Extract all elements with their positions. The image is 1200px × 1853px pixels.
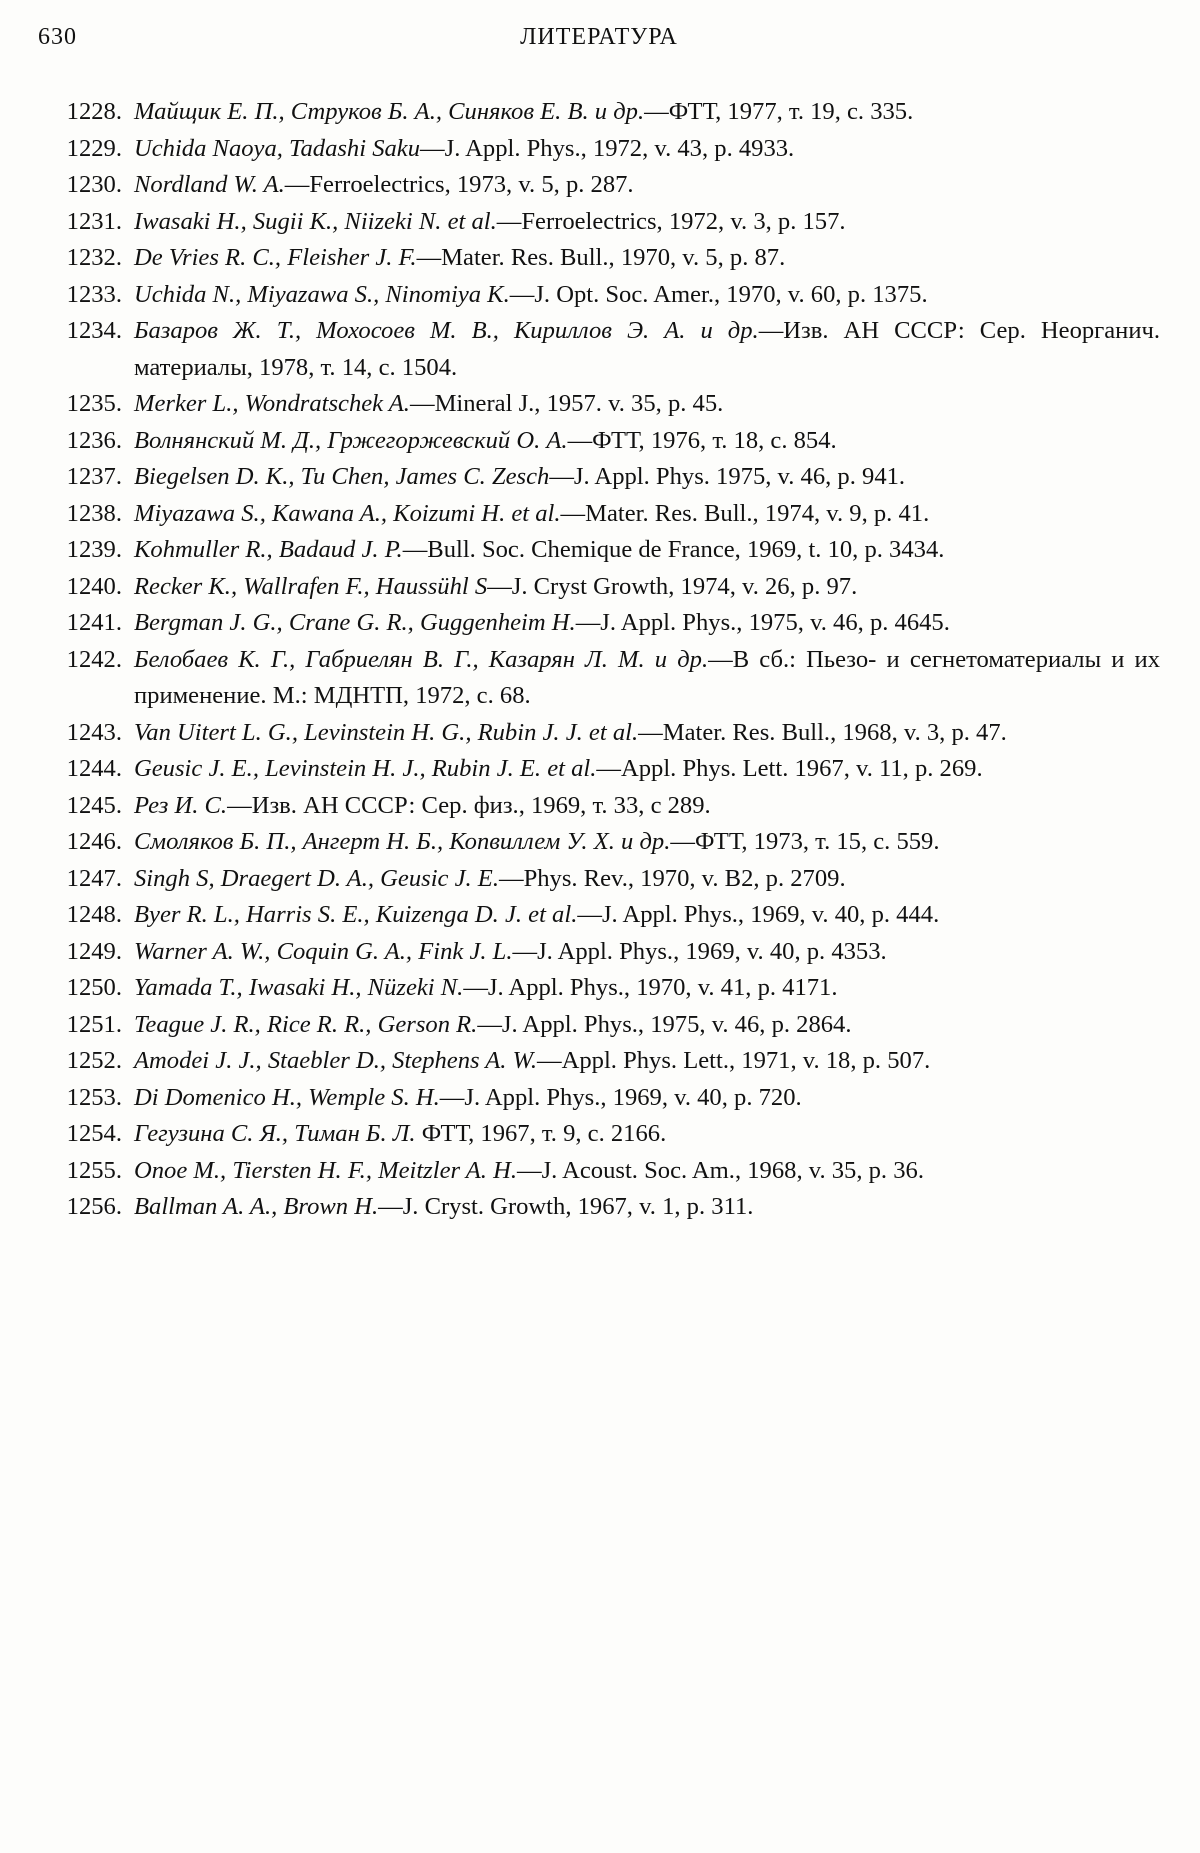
reference-number: 1231. (66, 207, 122, 235)
reference-entry (38, 934, 1160, 971)
reference-source: J. Acoust. Soc. Am., 1968, v. 35, p. 36. (541, 1156, 924, 1184)
reference-number: 1256. (66, 1193, 122, 1220)
reference-number: 1245. (66, 791, 122, 819)
reference-entry (38, 642, 1160, 715)
reference-authors: Byer R. L., Harris S. E., Kuizenga D. J. et al. (134, 901, 578, 928)
reference-text (134, 1080, 1160, 1117)
reference-authors: Uchida N., Miyazawa S., Ninomiya K. (134, 280, 510, 308)
reference-source: J. Appl. Phys. 1975, v. 46, p. 941. (573, 463, 906, 490)
reference-text (134, 934, 1160, 971)
reference-text (134, 131, 1160, 168)
reference-separator (403, 536, 428, 563)
reference-number: 1248. (66, 901, 122, 928)
page-number: 630 (38, 24, 77, 50)
reference-source: Mater. Res. Bull., 1970, v. 5, p. 87. (441, 244, 786, 271)
reference-entry (38, 313, 1160, 386)
reference-number: 1243. (66, 718, 122, 746)
reference-authors: Van Uitert L. G., Levinstein H. G., Rubin J. J. et al. (134, 718, 639, 746)
reference-text (134, 496, 1160, 533)
running-title: ЛИТЕРАТУРА (520, 24, 678, 50)
reference-number: 1230. (66, 171, 122, 198)
reference-number: 1247. (66, 864, 122, 892)
reference-authors: Miyazawa S., Kawana A., Koizumi H. et al. (134, 499, 561, 527)
reference-authors: De Vries R. C., Fleisher J. F. (134, 244, 417, 271)
reference-text (134, 824, 1160, 861)
reference-number: 1240. (66, 572, 122, 600)
reference-entry (38, 277, 1160, 314)
reference-entry (38, 1007, 1160, 1044)
reference-number: 1237. (66, 463, 122, 490)
reference-text (134, 459, 1160, 496)
reference-source: Mater. Res. Bull., 1968, v. 3, p. 47. (662, 718, 1007, 746)
reference-number: 1239. (66, 536, 122, 563)
reference-list (38, 94, 1160, 1226)
reference-number: 1238. (66, 499, 122, 527)
reference-text (134, 861, 1160, 898)
reference-entry (38, 861, 1160, 898)
reference-number: 1254. (66, 1120, 122, 1147)
reference-text (134, 569, 1160, 606)
reference-source: Bull. Soc. Chemique de France, 1969, t. 10, p. 3434. (427, 536, 945, 563)
reference-authors: Singh S, Draegert D. A., Geusic J. E. (134, 864, 499, 892)
reference-number: 1253. (66, 1083, 122, 1111)
reference-authors: Гегузина С. Я., Тиман Б. Л. (134, 1120, 416, 1147)
reference-separator (410, 390, 435, 417)
reference-entry (38, 204, 1160, 241)
reference-text (134, 94, 1160, 131)
reference-entry (38, 897, 1160, 934)
reference-number: 1236. (66, 426, 122, 454)
reference-authors: Волнянский М. Д., Гржегоржевский О. А. (134, 426, 568, 454)
reference-number: 1242. (66, 645, 122, 673)
reference-entry (38, 715, 1160, 752)
reference-text (134, 897, 1160, 934)
reference-source: ФТТ, 1976, т. 18, с. 854. (592, 426, 837, 454)
reference-separator (576, 609, 601, 636)
reference-authors: Белобаев К. Г., Габриелян В. Г., Казарян Л. М. и др. (134, 645, 709, 673)
reference-number: 1246. (66, 828, 122, 855)
reference-entry (38, 1116, 1160, 1153)
reference-separator (644, 98, 669, 125)
reference-source: Изв. АН СССР: Сер. физ., 1969, т. 33, с 289. (251, 791, 711, 819)
reference-entry (38, 496, 1160, 533)
reference-source: Ferroelectrics, 1973, v. 5, p. 287. (309, 171, 634, 198)
reference-separator (285, 171, 310, 198)
reference-entry (38, 1189, 1160, 1226)
reference-entry (38, 131, 1160, 168)
reference-separator (513, 938, 538, 965)
reference-separator (537, 1047, 562, 1074)
reference-separator (420, 135, 445, 162)
reference-entry (38, 824, 1160, 861)
reference-authors: Nordland W. A. (134, 171, 285, 198)
reference-number: 1233. (66, 280, 122, 308)
reference-entry (38, 386, 1160, 423)
reference-number: 1255. (66, 1156, 122, 1184)
reference-number: 1228. (66, 98, 122, 125)
reference-authors: Biegelsen D. K., Tu Chen, James C. Zesch (134, 463, 550, 490)
reference-text (134, 532, 1160, 569)
reference-source: J. Appl. Phys., 1969, v. 40, p. 444. (601, 901, 940, 928)
reference-separator (561, 500, 586, 527)
reference-number: 1250. (66, 974, 122, 1001)
page-header (38, 18, 1160, 58)
reference-separator (497, 208, 522, 235)
reference-separator (708, 646, 733, 673)
reference-separator (759, 317, 784, 344)
reference-authors: Geusic J. E., Levinstein H. J., Rubin J. E. et al. (134, 755, 597, 782)
reference-authors: Amodei J. J., Staebler D., Stephens A. W. (134, 1047, 537, 1074)
reference-authors: Смоляков Б. П., Ангерт Н. Б., Копвиллем У. Х. и др. (134, 828, 671, 855)
reference-source: J. Cryst. Growth, 1967, v. 1, p. 311. (402, 1193, 754, 1220)
reference-source: Appl. Phys. Lett. 1967, v. 11, p. 269. (620, 755, 983, 782)
reference-entry (38, 532, 1160, 569)
reference-authors: Merker L., Wondratschek A. (134, 390, 410, 417)
reference-source: J. Cryst Growth, 1974, v. 26, p. 97. (511, 572, 858, 600)
reference-authors: Onoe M., Tiersten H. F., Meitzler A. H. (134, 1156, 518, 1184)
reference-source: Ferroelectrics, 1972, v. 3, p. 157. (521, 207, 846, 235)
reference-separator (227, 792, 252, 819)
reference-source: Изв. АН СССР: Сер. Неорганич. материалы, 1978, т. 14, с. 1504. (134, 317, 1161, 381)
reference-separator (577, 901, 602, 928)
reference-entry (38, 1153, 1160, 1190)
reference-authors: Recker K., Wallrafen F., Haussühl S (134, 572, 488, 600)
reference-separator (670, 828, 695, 855)
reference-authors: Teague J. R., Rice R. R., Gerson R. (134, 1010, 478, 1038)
reference-source: Mater. Res. Bull., 1974, v. 9, p. 41. (585, 499, 930, 527)
reference-source: J. Appl. Phys., 1969, v. 40, p. 4353. (537, 937, 887, 965)
reference-number: 1251. (66, 1010, 122, 1038)
reference-number: 1244. (66, 755, 122, 782)
reference-source: J. Appl. Phys., 1975, v. 46, p. 2864. (501, 1010, 852, 1038)
reference-entry (38, 167, 1160, 204)
reference-text (134, 1153, 1160, 1190)
reference-separator (510, 281, 535, 308)
reference-separator (549, 463, 574, 490)
reference-source: Appl. Phys. Lett., 1971, v. 18, p. 507. (561, 1047, 931, 1074)
reference-authors: Bergman J. G., Crane G. R., Guggenheim H. (134, 609, 576, 636)
reference-source: J. Opt. Soc. Amer., 1970, v. 60, p. 1375. (534, 280, 928, 308)
reference-number: 1229. (66, 134, 122, 162)
reference-number: 1241. (66, 609, 122, 636)
reference-separator (463, 974, 488, 1001)
reference-authors: Uchida Naoya, Tadashi Saku (134, 134, 421, 162)
reference-text (134, 167, 1160, 204)
reference-entry (38, 240, 1160, 277)
reference-authors: Iwasaki H., Sugii K., Niizeki N. et al. (134, 207, 497, 235)
reference-entry (38, 1080, 1160, 1117)
reference-text (134, 423, 1160, 460)
reference-separator (487, 573, 512, 600)
reference-source: ФТТ, 1967, т. 9, с. 2166. (421, 1120, 667, 1147)
reference-source: Mineral J., 1957. v. 35, p. 45. (434, 390, 724, 417)
reference-text (134, 386, 1160, 423)
reference-source: Phys. Rev., 1970, v. B2, p. 2709. (523, 864, 846, 892)
reference-text (134, 277, 1160, 314)
reference-text (134, 1116, 1160, 1153)
reference-source: В сб.: Пьезо- и сегнетоматериалы и их применение. М.: МДНТП, 1972, с. 68. (134, 645, 1161, 709)
reference-entry (38, 788, 1160, 825)
reference-source: ФТТ, 1977, т. 19, с. 335. (668, 98, 914, 125)
reference-text (134, 642, 1160, 715)
reference-separator (638, 719, 663, 746)
reference-number: 1252. (66, 1047, 122, 1074)
reference-source: J. Appl. Phys., 1975, v. 46, p. 4645. (600, 609, 950, 636)
reference-separator (440, 1084, 465, 1111)
reference-text (134, 788, 1160, 825)
reference-entry (38, 970, 1160, 1007)
reference-authors: Warner A. W., Coquin G. A., Fink J. L. (134, 937, 513, 965)
reference-authors: Базаров Ж. Т., Мохосоев М. В., Кириллов Э. А. и др. (134, 317, 759, 344)
reference-text (134, 1007, 1160, 1044)
reference-authors: Kohmuller R., Badaud J. P. (134, 536, 403, 563)
reference-text (134, 605, 1160, 642)
reference-authors: Майщик Е. П., Струков Б. А., Синяков Е. В. и др. (134, 98, 645, 125)
reference-entry (38, 605, 1160, 642)
reference-entry (38, 569, 1160, 606)
reference-source: J. Appl. Phys., 1969, v. 40, p. 720. (464, 1083, 802, 1111)
reference-separator (417, 244, 442, 271)
reference-number: 1249. (66, 937, 122, 965)
reference-text (134, 1189, 1160, 1226)
reference-number: 1234. (66, 317, 122, 344)
reference-authors: Рез И. С. (134, 791, 228, 819)
reference-entry (38, 423, 1160, 460)
reference-separator (517, 1157, 542, 1184)
reference-text (134, 715, 1160, 752)
reference-entry (38, 459, 1160, 496)
reference-text (134, 751, 1160, 788)
reference-text (134, 240, 1160, 277)
reference-entry (38, 1043, 1160, 1080)
reference-source: ФТТ, 1973, т. 15, с. 559. (694, 828, 940, 855)
reference-authors: Ballman A. A., Brown H. (134, 1193, 379, 1220)
reference-separator (568, 427, 593, 454)
reference-text (134, 970, 1160, 1007)
reference-authors: Yamada T., Iwasaki H., Nüzeki N. (134, 974, 464, 1001)
reference-text (134, 204, 1160, 241)
reference-separator (596, 755, 621, 782)
reference-text (134, 1043, 1160, 1080)
reference-entry (38, 751, 1160, 788)
reference-text (134, 313, 1160, 386)
reference-authors: Di Domenico H., Wemple S. H. (134, 1083, 440, 1111)
reference-source: J. Appl. Phys., 1970, v. 41, p. 4171. (487, 974, 838, 1001)
reference-separator (477, 1011, 502, 1038)
reference-separator (499, 865, 524, 892)
reference-number: 1235. (66, 390, 122, 417)
reference-entry (38, 94, 1160, 131)
reference-number: 1232. (66, 244, 122, 271)
reference-source: J. Appl. Phys., 1972, v. 43, p. 4933. (444, 134, 795, 162)
reference-separator (378, 1193, 403, 1220)
